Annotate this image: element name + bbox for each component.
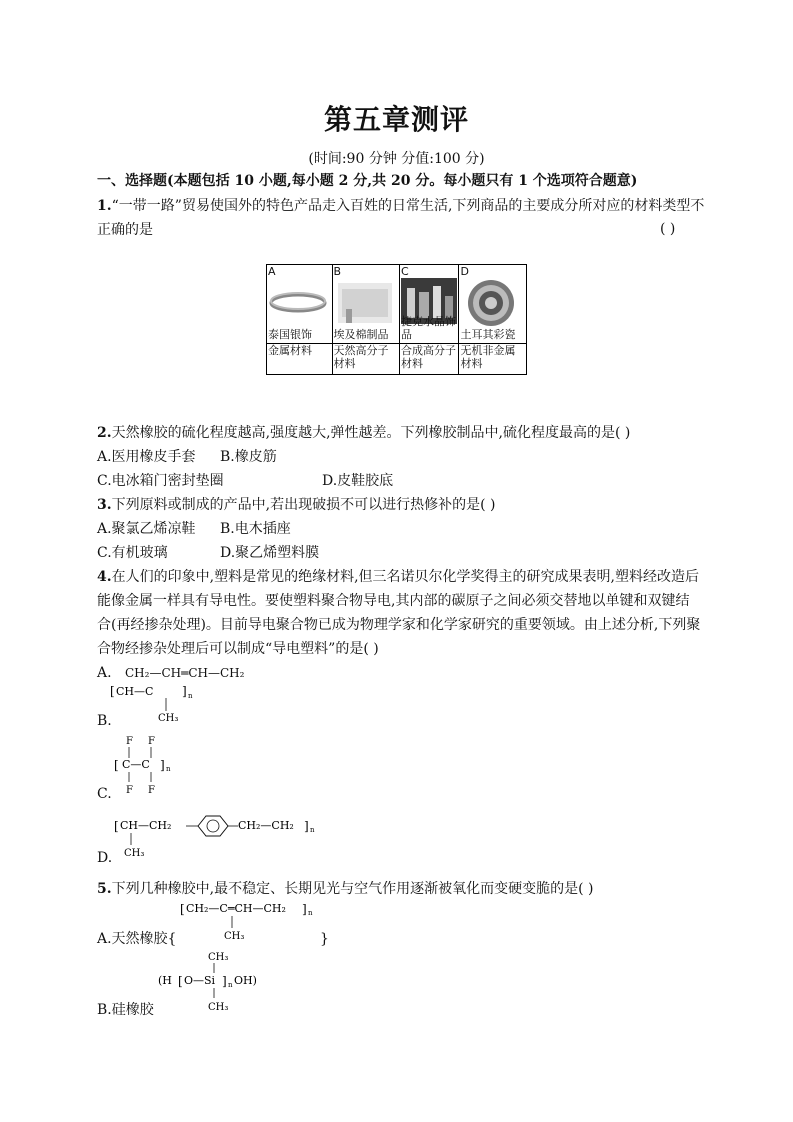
option-3c: C.有机玻璃	[97, 545, 168, 561]
option-2a: A.医用橡皮手套	[97, 449, 196, 465]
svg-text:CH₃: CH₃	[224, 931, 245, 942]
cell-c: C 捷克水晶饰品	[400, 265, 459, 344]
svg-text:(H: (H	[158, 974, 172, 987]
material-a: 金属材料	[267, 344, 333, 375]
svg-text:CH₂—C═CH—CH₂: CH₂—C═CH—CH₂	[186, 902, 286, 915]
svg-text:[: [	[114, 758, 119, 772]
svg-text:CH₃: CH₃	[158, 713, 179, 724]
cell-b: B 埃及棉制品	[332, 265, 400, 344]
question-4-line1: 4.在人们的印象中,塑料是常见的绝缘材料,但三名诺贝尔化学奖得主的研究成果表明,塑料经改造后	[97, 569, 699, 585]
svg-text:CH₃: CH₃	[208, 952, 229, 963]
svg-text:O—Si: O—Si	[184, 974, 216, 987]
svg-text:[: [	[178, 974, 183, 988]
question-4-line3: 合(再经掺杂处理)。目前导电聚合物已成为物理学家和化学家研究的重要领域。由上述分析,下列聚	[97, 617, 701, 633]
svg-text:]: ]	[304, 819, 309, 833]
question-1-line2: 正确的是	[97, 222, 153, 238]
svg-text:CH—C: CH—C	[116, 685, 154, 698]
option-4d-formula	[114, 812, 324, 860]
svg-text:CH₂—CH₂: CH₂—CH₂	[238, 819, 294, 832]
svg-text:n: n	[310, 826, 315, 834]
question-3-stem: 3.下列原料或制成的产品中,若出现破损不可以进行热修补的是( )	[97, 497, 496, 513]
option-4b-label: B.	[97, 713, 112, 729]
svg-text:n: n	[166, 765, 171, 773]
svg-text:]: ]	[302, 902, 307, 916]
svg-text:OH): OH)	[234, 974, 257, 987]
option-5b-label: B.硅橡胶	[97, 1002, 154, 1018]
option-4c-formula	[112, 734, 182, 796]
option-2d: D.皮鞋胶底	[322, 473, 394, 489]
option-3a: A.聚氯乙烯凉鞋	[97, 521, 196, 537]
svg-text:[: [	[180, 902, 185, 916]
section-heading: 一、选择题(本题包括 10 小题,每小题 2 分,共 20 分。每小题只有 1 个选项符合题意)	[97, 173, 638, 189]
option-5a-formula	[180, 900, 320, 942]
svg-text:F: F	[126, 736, 133, 747]
material-b: 天然高分子材料	[332, 344, 400, 375]
material-c: 合成高分子材料	[400, 344, 459, 375]
option-5a-label: A.天然橡胶{	[97, 931, 177, 947]
cell-d: D 土耳其彩瓷	[459, 265, 527, 344]
question-2-stem: 2.天然橡胶的硫化程度越高,强度越大,弹性越差。下列橡胶制品中,硫化程度最高的是( )	[97, 425, 631, 441]
option-4a-formula: CH₂—CH═CH—CH₂	[125, 666, 245, 680]
svg-text:C—C: C—C	[122, 758, 150, 771]
svg-text:CH—CH₂: CH—CH₂	[120, 819, 172, 832]
svg-text:CH₃: CH₃	[208, 1002, 229, 1013]
question-4-line4: 合物经掺杂处理后可以制成“导电塑料”的是( )	[97, 641, 379, 657]
svg-text:CH₃: CH₃	[124, 848, 145, 859]
cell-a: A 泰国银饰	[267, 265, 333, 344]
question-1-line1: 1.“一带一路”贸易使国外的特色产品走入百姓的日常生活,下列商品的主要成分所对应的材料类型不	[97, 198, 705, 214]
svg-text:n: n	[308, 909, 313, 917]
option-4b-formula	[110, 683, 200, 725]
svg-text:n: n	[188, 692, 193, 700]
option-5a-close: }	[320, 931, 329, 947]
silver-bracelet-image	[268, 281, 328, 321]
page-title: 第五章测评	[323, 103, 469, 136]
option-4a-label: A.	[97, 665, 112, 681]
svg-text:]: ]	[160, 758, 165, 772]
material-d: 无机非金属材料	[459, 344, 527, 375]
option-4d-label: D.	[97, 850, 113, 866]
option-2b: B.橡皮筋	[220, 449, 277, 465]
svg-text:F: F	[148, 736, 155, 747]
svg-text:]: ]	[222, 974, 227, 988]
cotton-product-image	[334, 279, 396, 329]
svg-text:n: n	[228, 981, 233, 989]
ceramic-plate-image	[460, 279, 522, 335]
option-3d: D.聚乙烯塑料膜	[220, 545, 320, 561]
materials-table	[266, 264, 527, 375]
svg-text:]: ]	[182, 684, 187, 698]
option-3b: B.电木插座	[220, 521, 291, 537]
question-4-line2: 能像金属一样具有导电性。要使塑料聚合物导电,其内部的碳原子之间必须交替地以单键和双键结	[97, 593, 690, 609]
exam-info: (时间:90 分钟 分值:100 分)	[308, 151, 485, 167]
option-4c-label: C.	[97, 786, 112, 802]
svg-text:[: [	[114, 819, 119, 833]
svg-text:F: F	[148, 785, 155, 796]
option-2c: C.电冰箱门密封垫圈	[97, 473, 224, 489]
svg-text:[: [	[110, 684, 115, 698]
option-5b-formula	[158, 948, 268, 1014]
svg-text:F: F	[126, 785, 133, 796]
question-5-stem: 5.下列几种橡胶中,最不稳定、长期见光与空气作用逐渐被氧化而变硬变脆的是( )	[97, 881, 594, 897]
answer-paren: ( )	[660, 221, 676, 237]
